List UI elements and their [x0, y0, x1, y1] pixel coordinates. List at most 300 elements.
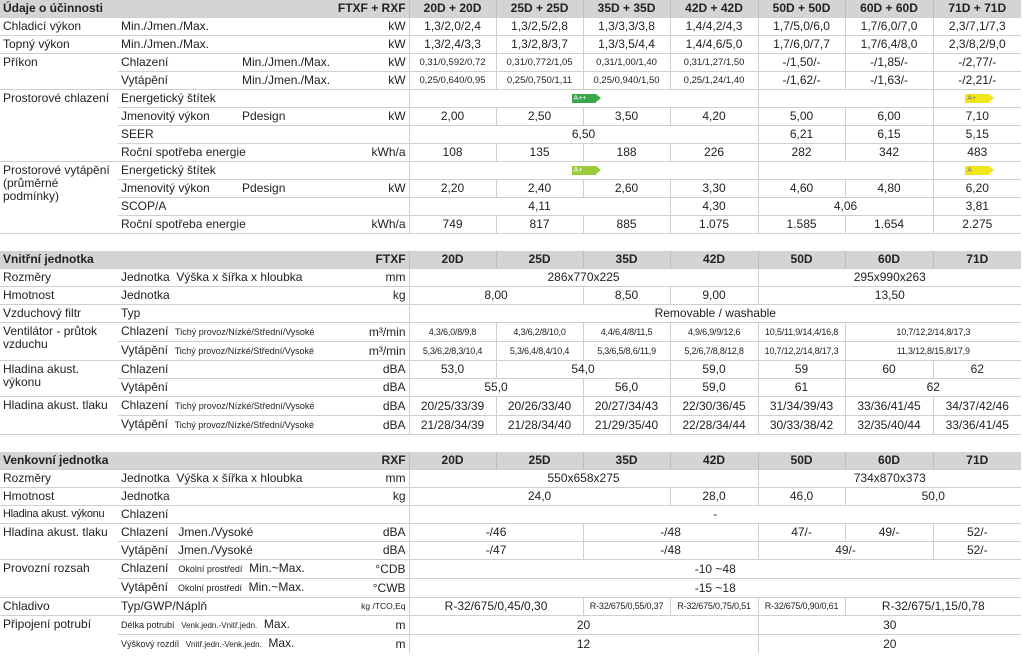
column-header: 42D + 42D — [670, 0, 758, 18]
row-sub: Energetický štítek — [118, 90, 409, 108]
row-unit: kW — [354, 72, 409, 90]
row-sub-b: Okolní prostředí — [178, 564, 243, 574]
cell: 6,20 — [933, 180, 1021, 198]
row-unit: dBA — [354, 524, 409, 542]
row-mode: Vytápění — [118, 379, 354, 397]
cell: 1,4/4,2/4,3 — [670, 18, 758, 36]
row-sub — [118, 524, 354, 542]
cell: R-32/675/1,15/0,78 — [845, 598, 1021, 616]
row-label: Hladina akust. výkonu — [0, 506, 118, 524]
cell: -/47 — [409, 542, 583, 560]
table-row — [0, 36, 1021, 54]
cell: 4,60 — [758, 180, 845, 198]
table-row — [0, 198, 1021, 216]
row-sub-b: Tichý provoz/Nízké/Střední/Vysoké — [175, 401, 315, 411]
row-mode: Chlazení — [118, 361, 354, 379]
row-sub-b: Tichý provoz/Nízké/Střední/Vysoké — [174, 420, 314, 430]
table-row — [0, 616, 1021, 635]
cell: 24,0 — [409, 488, 670, 506]
cell: 6,00 — [845, 108, 933, 126]
column-header: 60D — [845, 452, 933, 470]
column-header: 71D — [933, 452, 1021, 470]
cell: 6,50 — [409, 126, 758, 144]
cell: Removable / washable — [409, 305, 1021, 323]
cell: 1,3/2,8/3,7 — [496, 36, 583, 54]
table-row — [0, 470, 1021, 488]
cell: 62 — [933, 361, 1021, 379]
row-sub — [118, 416, 354, 435]
row-sub: Jmenovitý výkon — [118, 108, 239, 126]
row-unit: kW — [354, 36, 409, 54]
row-sub: Energetický štítek — [118, 162, 409, 180]
column-header: 35D — [583, 251, 670, 269]
cell: -/48 — [583, 524, 758, 542]
row-unit: kWh/a — [354, 144, 409, 162]
table-row — [0, 542, 1021, 560]
row-sub: Min./Jmen./Max. — [118, 18, 354, 36]
cell: 6,21 — [758, 126, 845, 144]
cell: 4,9/6,9/9/12,6 — [670, 323, 758, 342]
row-sub-c: Max. — [268, 636, 295, 650]
cell: 1,3/2,5/2,8 — [496, 18, 583, 36]
cell: 295x990x263 — [758, 269, 1021, 287]
cell: 20/27/34/43 — [583, 397, 670, 416]
row-label: Hmotnost — [0, 287, 118, 305]
column-header: 71D + 71D — [933, 0, 1021, 18]
efficiency-model: FTXF + RXF — [239, 0, 409, 18]
row-unit: mm — [354, 470, 409, 488]
outdoor-title: Venkovní jednotka — [0, 452, 239, 470]
row-sub: Min./Jmen./Max. — [118, 36, 354, 54]
cell: 1,4/4,6/5,0 — [670, 36, 758, 54]
cell: 3,50 — [583, 108, 670, 126]
cell: 20/26/33/40 — [496, 397, 583, 416]
outdoor-model: RXF — [239, 452, 409, 470]
cell: 20 — [758, 635, 1021, 654]
column-header: 35D — [583, 452, 670, 470]
row-sub: Pdesign — [239, 108, 354, 126]
cell: 22/28/34/44 — [670, 416, 758, 435]
energy-label-cell — [409, 90, 758, 108]
row-unit: kg — [354, 488, 409, 506]
row-sub — [118, 542, 354, 560]
cell: 0,25/0,750/1,11 — [496, 72, 583, 90]
indoor-header-row — [0, 251, 1021, 269]
row-mode: Délka potrubí — [121, 620, 175, 630]
column-header: 35D + 35D — [583, 0, 670, 18]
cell: 1.654 — [845, 216, 933, 234]
row-label: Příkon — [0, 54, 118, 90]
column-header: 25D — [496, 251, 583, 269]
column-header: 20D — [409, 251, 496, 269]
cell: 4,4/6,4/8/11,5 — [583, 323, 670, 342]
row-sub-a: Jednotka — [121, 270, 170, 284]
cell: 1,3/2,4/3,3 — [409, 36, 496, 54]
row-label: Vzduchový filtr — [0, 305, 118, 323]
table-row — [0, 162, 1021, 180]
cell: 483 — [933, 144, 1021, 162]
row-label: Ventilátor - průtok vzduchu — [0, 323, 118, 361]
energy-badge: A+ — [965, 94, 989, 103]
table-row — [0, 90, 1021, 108]
cell: 817 — [496, 216, 583, 234]
cell: -/1,50/- — [758, 54, 845, 72]
cell: 21/28/34/40 — [496, 416, 583, 435]
cell: 0,31/0,592/0,72 — [409, 54, 496, 72]
table-row — [0, 524, 1021, 542]
row-sub-c: Min.~Max. — [248, 580, 305, 594]
cell: 31/34/39/43 — [758, 397, 845, 416]
row-sub — [118, 323, 354, 342]
row-sub — [118, 342, 354, 361]
row-label: Hladina akust. výkonu — [0, 361, 118, 397]
energy-badge: A — [965, 166, 989, 175]
row-sub: Roční spotřeba energie — [118, 216, 354, 234]
cell: 2,3/7,1/7,3 — [933, 18, 1021, 36]
cell: -/2,21/- — [933, 72, 1021, 90]
outdoor-header-row — [0, 452, 1021, 470]
cell: 135 — [496, 144, 583, 162]
row-sub-b: Tichý provoz/Nízké/Střední/Vysoké — [175, 327, 315, 337]
cell: R-32/675/0,90/0,61 — [758, 598, 845, 616]
cell: 11,3/12,8/15,8/17,9 — [845, 342, 1021, 361]
efficiency-header-row — [0, 0, 1021, 18]
cell: 60 — [845, 361, 933, 379]
table-row — [0, 305, 1021, 323]
row-unit: dBA — [354, 361, 409, 379]
row-unit: mm — [354, 269, 409, 287]
row-sub — [118, 635, 354, 654]
row-mode: Chlazení — [121, 398, 169, 412]
cell: 286x770x225 — [409, 269, 758, 287]
table-row — [0, 397, 1021, 416]
row-mode: Výškový rozdíl — [121, 639, 180, 649]
row-unit: °CWB — [354, 579, 409, 598]
row-sub — [118, 560, 354, 579]
row-label: Topný výkon — [0, 36, 118, 54]
table-row — [0, 488, 1021, 506]
row-label: Připojení potrubí — [0, 616, 118, 654]
cell: 34/37/42/46 — [933, 397, 1021, 416]
column-header: 60D + 60D — [845, 0, 933, 18]
cell: 3,30 — [670, 180, 758, 198]
row-sub: Jednotka — [118, 287, 354, 305]
energy-label-cell — [409, 162, 758, 180]
cell: 10,5/11,9/14,4/16,8 — [758, 323, 845, 342]
cell: 2.275 — [933, 216, 1021, 234]
cell: 5,00 — [758, 108, 845, 126]
cell: 21/29/35/40 — [583, 416, 670, 435]
row-mode: Chlazení — [121, 561, 169, 575]
cell: 54,0 — [496, 361, 670, 379]
cell: -/48 — [583, 542, 758, 560]
cell: 226 — [670, 144, 758, 162]
row-label: Rozměry — [0, 470, 118, 488]
row-sub: Typ — [118, 305, 409, 323]
row-unit: dBA — [354, 416, 409, 435]
row-mode: Chlazení — [121, 525, 169, 539]
cell: 885 — [583, 216, 670, 234]
row-sub — [118, 397, 354, 416]
row-unit: m³/min — [354, 342, 409, 361]
table-row — [0, 579, 1021, 598]
cell: 4,11 — [409, 198, 670, 216]
section-gap — [0, 234, 1021, 252]
cell: 8,00 — [409, 287, 583, 305]
cell: 1,3/2,0/2,4 — [409, 18, 496, 36]
row-sub: Roční spotřeba energie — [118, 144, 354, 162]
table-row — [0, 144, 1021, 162]
cell: 52/- — [933, 524, 1021, 542]
row-sub-b: Jmen./Vysoké — [177, 543, 253, 557]
row-sub-b: Tichý provoz/Nízké/Střední/Vysoké — [174, 346, 314, 356]
row-sub: Chlazení — [118, 506, 409, 524]
cell: 33/36/41/45 — [933, 416, 1021, 435]
row-unit: kW — [354, 18, 409, 36]
cell: 1,7/6,0/7,0 — [845, 18, 933, 36]
cell: 1,3/3,5/4,4 — [583, 36, 670, 54]
column-header: 50D — [758, 251, 845, 269]
row-unit: m — [354, 635, 409, 654]
row-sub-b: Okolní prostředí — [177, 583, 242, 593]
cell: 28,0 — [670, 488, 758, 506]
cell: 2,40 — [496, 180, 583, 198]
cell: 10,7/12,2/14,8/17,3 — [758, 342, 845, 361]
cell: 749 — [409, 216, 496, 234]
cell: 0,25/0,940/1,50 — [583, 72, 670, 90]
row-sub: SEER — [118, 126, 409, 144]
row-mode: Chlazení — [118, 54, 239, 72]
row-unit: kg /TCO,Eq — [354, 598, 409, 616]
table-row — [0, 323, 1021, 342]
row-sub — [118, 579, 354, 598]
row-label: Chladivo — [0, 598, 118, 616]
table-row — [0, 598, 1021, 616]
cell: -/2,77/- — [933, 54, 1021, 72]
cell: 30/33/38/42 — [758, 416, 845, 435]
row-unit: kW — [354, 108, 409, 126]
cell: 7,10 — [933, 108, 1021, 126]
row-sub-b: Venk.jedn.-Vnitř.jedn. — [181, 621, 258, 630]
row-unit: °CDB — [354, 560, 409, 579]
row-unit: dBA — [354, 379, 409, 397]
row-mode: Vytápění — [121, 343, 168, 357]
cell: 49/- — [758, 542, 933, 560]
table-row — [0, 126, 1021, 144]
column-header: 20D + 20D — [409, 0, 496, 18]
cell: 5,15 — [933, 126, 1021, 144]
cell: 2,20 — [409, 180, 496, 198]
cell: 9,00 — [670, 287, 758, 305]
row-sub-b: Výška x šířka x hloubka — [176, 471, 303, 485]
table-row — [0, 216, 1021, 234]
table-row — [0, 379, 1021, 397]
row-sub: Jednotka — [118, 488, 354, 506]
cell: 21/28/34/39 — [409, 416, 496, 435]
cell: -10 ~48 — [409, 560, 1021, 579]
cell: 10,7/12,2/14,8/17,3 — [845, 323, 1021, 342]
row-label: Prostorové vytápění (průměrné podmínky) — [0, 162, 118, 234]
cell: 108 — [409, 144, 496, 162]
row-label: Rozměry — [0, 269, 118, 287]
cell: 46,0 — [758, 488, 845, 506]
cell: 342 — [845, 144, 933, 162]
cell: 2,3/8,2/9,0 — [933, 36, 1021, 54]
table-row — [0, 72, 1021, 90]
cell: 61 — [758, 379, 845, 397]
row-mode: Vytápění — [121, 543, 168, 557]
row-sub: Typ/GWP/Náplň — [118, 598, 354, 616]
row-sub-b: Výška x šířka x hloubka — [176, 270, 303, 284]
cell: 1.585 — [758, 216, 845, 234]
row-sub — [118, 616, 354, 635]
cell — [758, 162, 933, 180]
row-sub: Min./Jmen./Max. — [239, 72, 354, 90]
cell: 5,3/6,5/8,6/11,9 — [583, 342, 670, 361]
cell: 47/- — [758, 524, 845, 542]
cell: 5,3/6,2/8,3/10,4 — [409, 342, 496, 361]
cell: 20 — [409, 616, 758, 635]
row-label: Prostorové chlazení — [0, 90, 118, 162]
energy-label-cell — [933, 162, 1021, 180]
indoor-title: Vnitřní jednotka — [0, 251, 239, 269]
table-row — [0, 506, 1021, 524]
row-sub — [118, 269, 354, 287]
column-header: 20D — [409, 452, 496, 470]
cell: 32/35/40/44 — [845, 416, 933, 435]
table-row — [0, 180, 1021, 198]
cell: 59 — [758, 361, 845, 379]
row-sub-b: Vnitř.jedn.-Venk.jedn. — [185, 640, 262, 649]
cell: 5,3/6,4/8,4/10,4 — [496, 342, 583, 361]
cell: 33/36/41/45 — [845, 397, 933, 416]
table-row — [0, 269, 1021, 287]
indoor-model: FTXF — [239, 251, 409, 269]
row-mode: Vytápění — [121, 417, 168, 431]
column-header: 50D + 50D — [758, 0, 845, 18]
cell — [758, 90, 933, 108]
cell: 56,0 — [583, 379, 670, 397]
cell: 52/- — [933, 542, 1021, 560]
row-sub: Pdesign — [239, 180, 354, 198]
table-row — [0, 54, 1021, 72]
cell: 2,50 — [496, 108, 583, 126]
cell: R-32/675/0,75/0,51 — [670, 598, 758, 616]
cell: 4,3/6,2/8/10,0 — [496, 323, 583, 342]
column-header: 50D — [758, 452, 845, 470]
cell: 59,0 — [670, 379, 758, 397]
cell: 0,31/0,772/1,05 — [496, 54, 583, 72]
row-unit: dBA — [354, 397, 409, 416]
row-mode: Chlazení — [121, 324, 169, 338]
cell: 0,25/0,640/0,95 — [409, 72, 496, 90]
row-mode: Vytápění — [121, 580, 168, 594]
cell: 4,3/6,0/8/9,8 — [409, 323, 496, 342]
table-row — [0, 416, 1021, 435]
column-header: 25D + 25D — [496, 0, 583, 18]
cell: 1,7/5,0/6,0 — [758, 18, 845, 36]
table-row — [0, 361, 1021, 379]
cell: -/1,62/- — [758, 72, 845, 90]
column-header: 71D — [933, 251, 1021, 269]
row-label: Hladina akust. tlaku — [0, 524, 118, 560]
row-unit: kg — [354, 287, 409, 305]
cell: 1,7/6,0/7,7 — [758, 36, 845, 54]
row-sub-b: Jmen./Vysoké — [178, 525, 254, 539]
cell: 188 — [583, 144, 670, 162]
energy-badge: A++ — [572, 94, 596, 103]
cell: 0,31/1,00/1,40 — [583, 54, 670, 72]
table-row — [0, 287, 1021, 305]
row-unit: kWh/a — [354, 216, 409, 234]
table-row — [0, 18, 1021, 36]
row-unit: kW — [354, 180, 409, 198]
column-header: 60D — [845, 251, 933, 269]
row-sub-a: Jednotka — [121, 471, 170, 485]
cell: -/1,85/- — [845, 54, 933, 72]
cell: 2,00 — [409, 108, 496, 126]
cell: 49/- — [845, 524, 933, 542]
energy-badge: A+ — [572, 166, 596, 175]
row-sub-c: Max. — [263, 617, 290, 631]
row-unit: m — [354, 616, 409, 635]
cell: 6,15 — [845, 126, 933, 144]
cell: 4,06 — [758, 198, 933, 216]
row-sub: SCOP/A — [118, 198, 409, 216]
cell: 0,25/1,24/1,40 — [670, 72, 758, 90]
cell: 4,20 — [670, 108, 758, 126]
cell: 53,0 — [409, 361, 496, 379]
table-row — [0, 342, 1021, 361]
row-label: Hladina akust. tlaku — [0, 397, 118, 435]
cell: 50,0 — [845, 488, 1021, 506]
cell: 0,31/1,27/1,50 — [670, 54, 758, 72]
cell: 8,50 — [583, 287, 670, 305]
efficiency-title: Údaje o účinnosti — [0, 0, 239, 18]
cell: 1,7/6,4/8,0 — [845, 36, 933, 54]
row-sub: Jmenovitý výkon — [118, 180, 239, 198]
cell: 59,0 — [670, 361, 758, 379]
cell: 5,2/6,7/8,8/12,8 — [670, 342, 758, 361]
cell: 30 — [758, 616, 1021, 635]
cell: 3,81 — [933, 198, 1021, 216]
row-unit: m³/min — [354, 323, 409, 342]
section-gap — [0, 435, 1021, 453]
cell: 4,80 — [845, 180, 933, 198]
row-mode: Vytápění — [118, 72, 239, 90]
cell: R-32/675/0,55/0,37 — [583, 598, 670, 616]
cell: 13,50 — [758, 287, 1021, 305]
cell: 2,60 — [583, 180, 670, 198]
column-header: 42D — [670, 452, 758, 470]
row-label: Hmotnost — [0, 488, 118, 506]
table-row — [0, 108, 1021, 126]
cell: 22/30/36/45 — [670, 397, 758, 416]
cell: 1.075 — [670, 216, 758, 234]
row-label: Provozní rozsah — [0, 560, 118, 598]
row-unit: kW — [354, 54, 409, 72]
row-sub — [118, 470, 354, 488]
cell: 12 — [409, 635, 758, 654]
energy-label-cell — [933, 90, 1021, 108]
cell: 4,30 — [670, 198, 758, 216]
cell: -/1,63/- — [845, 72, 933, 90]
cell: 1,3/3,3/3,8 — [583, 18, 670, 36]
cell: -/46 — [409, 524, 583, 542]
table-row — [0, 560, 1021, 579]
row-unit: dBA — [354, 542, 409, 560]
row-label: Chladicí výkon — [0, 18, 118, 36]
